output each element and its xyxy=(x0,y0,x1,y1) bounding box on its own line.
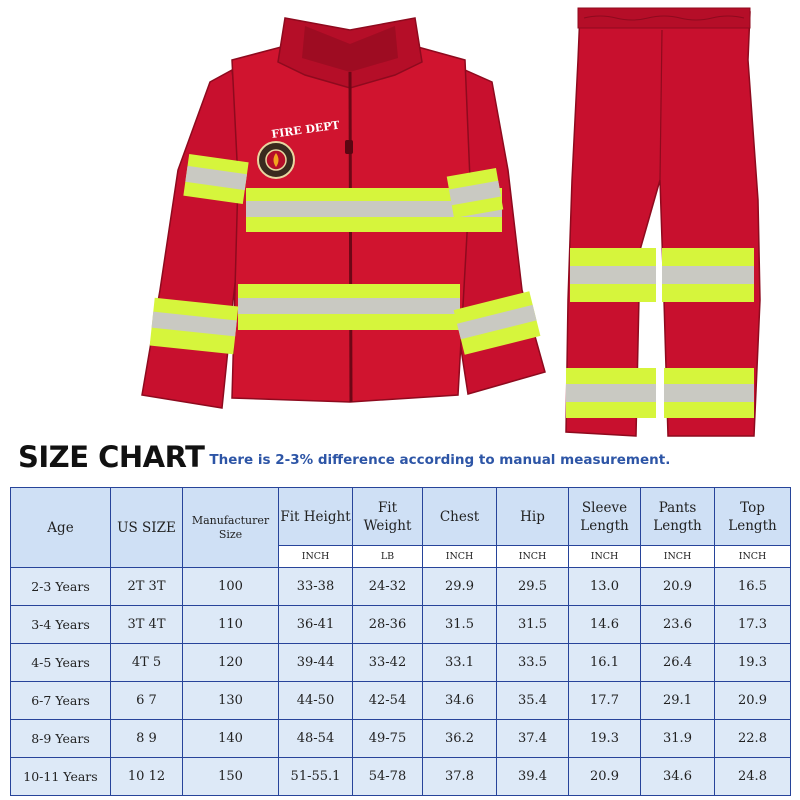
cell-fit-height: 51-55.1 xyxy=(279,758,353,796)
cell-sleeve-length: 20.9 xyxy=(569,758,641,796)
cell-chest: 29.9 xyxy=(423,568,497,606)
measurement-note: There is 2-3% difference according to manual measurement. xyxy=(209,452,671,468)
cell-sleeve-length: 19.3 xyxy=(569,720,641,758)
unit-hip: INCH xyxy=(497,546,569,568)
unit-fit-weight: LB xyxy=(353,546,423,568)
cell-age: 10-11 Years xyxy=(11,758,111,796)
table-row xyxy=(11,606,791,644)
badge-text: FIRE DEPT xyxy=(270,118,341,141)
table-row xyxy=(11,682,791,720)
cell-fit-weight: 24-32 xyxy=(353,568,423,606)
cell-hip: 39.4 xyxy=(497,758,569,796)
cell-fit-height: 48-54 xyxy=(279,720,353,758)
cell-fit-height: 39-44 xyxy=(279,644,353,682)
cell-fit-weight: 42-54 xyxy=(353,682,423,720)
cell-chest: 33.1 xyxy=(423,644,497,682)
cell-us-size: 10 12 xyxy=(111,758,183,796)
cell-age: 6-7 Years xyxy=(11,682,111,720)
cell-pants-length: 31.9 xyxy=(641,720,715,758)
cell-manufacturer-size: 110 xyxy=(183,606,279,644)
cell-hip: 31.5 xyxy=(497,606,569,644)
cell-us-size: 3T 4T xyxy=(111,606,183,644)
cell-fit-height: 33-38 xyxy=(279,568,353,606)
unit-fit-height: INCH xyxy=(279,546,353,568)
cell-fit-height: 36-41 xyxy=(279,606,353,644)
cell-us-size: 4T 5 xyxy=(111,644,183,682)
cell-manufacturer-size: 150 xyxy=(183,758,279,796)
cell-age: 2-3 Years xyxy=(11,568,111,606)
cell-top-length: 20.9 xyxy=(715,682,791,720)
cell-pants-length: 26.4 xyxy=(641,644,715,682)
unit-top-length: INCH xyxy=(715,546,791,568)
jacket-zipper xyxy=(350,72,351,402)
cell-chest: 34.6 xyxy=(423,682,497,720)
unit-chest: INCH xyxy=(423,546,497,568)
cell-pants-length: 29.1 xyxy=(641,682,715,720)
header-top-length: Top Length xyxy=(715,488,791,546)
unit-pants-length: INCH xyxy=(641,546,715,568)
cell-fit-weight: 49-75 xyxy=(353,720,423,758)
cell-manufacturer-size: 130 xyxy=(183,682,279,720)
cell-hip: 35.4 xyxy=(497,682,569,720)
header-fit-height: Fit Height xyxy=(279,488,353,546)
cell-us-size: 8 9 xyxy=(111,720,183,758)
pants-waistband xyxy=(578,8,750,28)
jacket-left-sleeve xyxy=(142,70,246,408)
cell-top-length: 19.3 xyxy=(715,644,791,682)
cell-sleeve-length: 17.7 xyxy=(569,682,641,720)
unit-sleeve-length: INCH xyxy=(569,546,641,568)
table-header-row xyxy=(11,488,791,546)
cell-fit-height: 44-50 xyxy=(279,682,353,720)
header-manufacturer-size: Manufacturer Size xyxy=(183,488,279,568)
cell-top-length: 24.8 xyxy=(715,758,791,796)
cell-manufacturer-size: 140 xyxy=(183,720,279,758)
cell-top-length: 17.3 xyxy=(715,606,791,644)
size-chart-heading xyxy=(18,436,670,474)
firefighter-pants xyxy=(566,8,760,436)
cell-chest: 36.2 xyxy=(423,720,497,758)
header-us-size: US SIZE xyxy=(111,488,183,568)
header-pants-length: Pants Length xyxy=(641,488,715,546)
header-fit-weight: Fit Weight xyxy=(353,488,423,546)
cell-hip: 33.5 xyxy=(497,644,569,682)
cell-manufacturer-size: 120 xyxy=(183,644,279,682)
header-age: Age xyxy=(11,488,111,568)
header-chest: Chest xyxy=(423,488,497,546)
size-chart-table xyxy=(10,487,791,796)
cell-top-length: 22.8 xyxy=(715,720,791,758)
cell-pants-length: 34.6 xyxy=(641,758,715,796)
cell-age: 8-9 Years xyxy=(11,720,111,758)
cell-fit-weight: 33-42 xyxy=(353,644,423,682)
cell-fit-weight: 28-36 xyxy=(353,606,423,644)
header-sleeve-length: Sleeve Length xyxy=(569,488,641,546)
cell-sleeve-length: 13.0 xyxy=(569,568,641,606)
cell-pants-length: 23.6 xyxy=(641,606,715,644)
table-row xyxy=(11,720,791,758)
cell-top-length: 16.5 xyxy=(715,568,791,606)
cell-us-size: 2T 3T xyxy=(111,568,183,606)
table-row xyxy=(11,758,791,796)
cell-sleeve-length: 16.1 xyxy=(569,644,641,682)
firefighter-jacket xyxy=(142,18,545,408)
cell-chest: 31.5 xyxy=(423,606,497,644)
cell-pants-length: 20.9 xyxy=(641,568,715,606)
cell-manufacturer-size: 100 xyxy=(183,568,279,606)
cell-hip: 37.4 xyxy=(497,720,569,758)
table-row xyxy=(11,644,791,682)
cell-us-size: 6 7 xyxy=(111,682,183,720)
cell-age: 4-5 Years xyxy=(11,644,111,682)
cell-sleeve-length: 14.6 xyxy=(569,606,641,644)
size-chart-title: SIZE CHART xyxy=(18,440,205,474)
cell-fit-weight: 54-78 xyxy=(353,758,423,796)
cell-age: 3-4 Years xyxy=(11,606,111,644)
cell-hip: 29.5 xyxy=(497,568,569,606)
table-row xyxy=(11,568,791,606)
header-hip: Hip xyxy=(497,488,569,546)
cell-chest: 37.8 xyxy=(423,758,497,796)
